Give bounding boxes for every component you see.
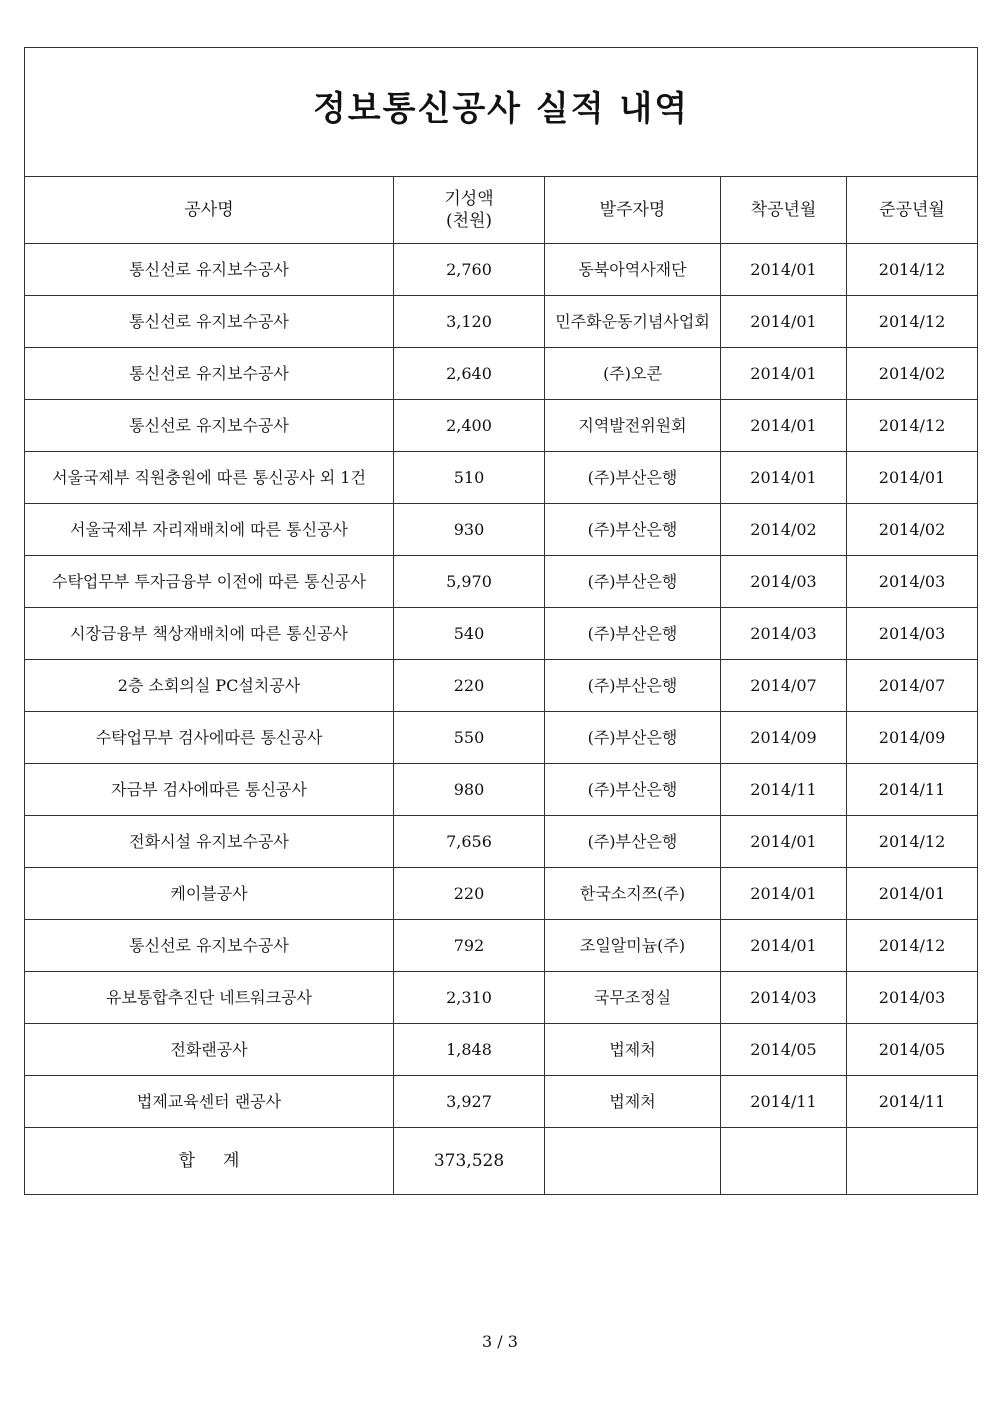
table-row bbox=[25, 244, 978, 296]
cell-amount: 7,656 bbox=[394, 816, 545, 868]
cell-client: 동북아역사재단 bbox=[545, 244, 721, 296]
title-row bbox=[25, 48, 978, 177]
total-start-empty bbox=[721, 1128, 847, 1195]
cell-project-name: 시장금융부 책상재배치에 따른 통신공사 bbox=[25, 608, 394, 660]
table-row bbox=[25, 972, 978, 1024]
header-amount-label: 기성액 bbox=[444, 189, 494, 209]
table-row bbox=[25, 556, 978, 608]
cell-amount: 2,760 bbox=[394, 244, 545, 296]
cell-client: 국무조정실 bbox=[545, 972, 721, 1024]
cell-end-date: 2014/09 bbox=[847, 712, 978, 764]
cell-start-date: 2014/11 bbox=[721, 1076, 847, 1128]
header-amount bbox=[394, 177, 545, 244]
cell-amount: 1,848 bbox=[394, 1024, 545, 1076]
header-project-name: 공사명 bbox=[25, 177, 394, 244]
cell-start-date: 2014/07 bbox=[721, 660, 847, 712]
cell-project-name: 자금부 검사에따른 통신공사 bbox=[25, 764, 394, 816]
cell-project-name: 서울국제부 직원충원에 따른 통신공사 외 1건 bbox=[25, 452, 394, 504]
table-row bbox=[25, 1076, 978, 1128]
cell-end-date: 2014/01 bbox=[847, 868, 978, 920]
cell-end-date: 2014/02 bbox=[847, 504, 978, 556]
cell-client: 조일알미늄(주) bbox=[545, 920, 721, 972]
cell-client: 법제처 bbox=[545, 1076, 721, 1128]
cell-amount: 220 bbox=[394, 868, 545, 920]
cell-project-name: 통신선로 유지보수공사 bbox=[25, 296, 394, 348]
cell-project-name: 케이블공사 bbox=[25, 868, 394, 920]
cell-project-name: 서울국제부 자리재배치에 따른 통신공사 bbox=[25, 504, 394, 556]
cell-amount: 550 bbox=[394, 712, 545, 764]
header-end-date: 준공년월 bbox=[847, 177, 978, 244]
cell-client: 한국소지쯔(주) bbox=[545, 868, 721, 920]
total-label-part1: 합 bbox=[178, 1151, 195, 1171]
cell-amount: 2,640 bbox=[394, 348, 545, 400]
cell-start-date: 2014/05 bbox=[721, 1024, 847, 1076]
cell-end-date: 2014/03 bbox=[847, 608, 978, 660]
cell-amount: 2,310 bbox=[394, 972, 545, 1024]
cell-amount: 792 bbox=[394, 920, 545, 972]
cell-start-date: 2014/02 bbox=[721, 504, 847, 556]
cell-client: (주)부산은행 bbox=[545, 504, 721, 556]
cell-amount: 3,927 bbox=[394, 1076, 545, 1128]
cell-amount: 5,970 bbox=[394, 556, 545, 608]
cell-project-name: 통신선로 유지보수공사 bbox=[25, 244, 394, 296]
cell-client: (주)부산은행 bbox=[545, 764, 721, 816]
total-client-empty bbox=[545, 1128, 721, 1195]
cell-client: 법제처 bbox=[545, 1024, 721, 1076]
cell-end-date: 2014/02 bbox=[847, 348, 978, 400]
cell-start-date: 2014/01 bbox=[721, 244, 847, 296]
table-row bbox=[25, 868, 978, 920]
total-label-part2: 계 bbox=[223, 1151, 240, 1171]
cell-project-name: 전화시설 유지보수공사 bbox=[25, 816, 394, 868]
cell-amount: 3,120 bbox=[394, 296, 545, 348]
total-end-empty bbox=[847, 1128, 978, 1195]
cell-start-date: 2014/01 bbox=[721, 348, 847, 400]
cell-client: (주)부산은행 bbox=[545, 452, 721, 504]
header-row bbox=[25, 177, 978, 244]
total-row bbox=[25, 1128, 978, 1195]
cell-end-date: 2014/12 bbox=[847, 244, 978, 296]
table-row bbox=[25, 400, 978, 452]
cell-end-date: 2014/03 bbox=[847, 972, 978, 1024]
performance-table bbox=[24, 47, 978, 1195]
cell-start-date: 2014/01 bbox=[721, 816, 847, 868]
cell-amount: 540 bbox=[394, 608, 545, 660]
cell-client: 민주화운동기념사업회 bbox=[545, 296, 721, 348]
cell-client: (주)부산은행 bbox=[545, 816, 721, 868]
cell-start-date: 2014/01 bbox=[721, 452, 847, 504]
table-row bbox=[25, 816, 978, 868]
page-number: 3 / 3 bbox=[482, 1332, 518, 1351]
cell-amount: 510 bbox=[394, 452, 545, 504]
cell-end-date: 2014/12 bbox=[847, 920, 978, 972]
cell-project-name: 수탁업무부 투자금융부 이전에 따른 통신공사 bbox=[25, 556, 394, 608]
cell-amount: 980 bbox=[394, 764, 545, 816]
cell-start-date: 2014/09 bbox=[721, 712, 847, 764]
cell-amount: 2,400 bbox=[394, 400, 545, 452]
cell-start-date: 2014/01 bbox=[721, 868, 847, 920]
table-row bbox=[25, 296, 978, 348]
cell-start-date: 2014/11 bbox=[721, 764, 847, 816]
table-row bbox=[25, 920, 978, 972]
cell-client: (주)오콘 bbox=[545, 348, 721, 400]
table-row bbox=[25, 764, 978, 816]
title-cell bbox=[25, 48, 978, 177]
cell-project-name: 수탁업무부 검사에따른 통신공사 bbox=[25, 712, 394, 764]
cell-amount: 930 bbox=[394, 504, 545, 556]
cell-start-date: 2014/01 bbox=[721, 920, 847, 972]
cell-start-date: 2014/01 bbox=[721, 400, 847, 452]
header-amount-unit: (천원) bbox=[445, 211, 493, 231]
cell-project-name: 법제교육센터 랜공사 bbox=[25, 1076, 394, 1128]
total-amount: 373,528 bbox=[394, 1128, 545, 1195]
cell-project-name: 전화랜공사 bbox=[25, 1024, 394, 1076]
cell-end-date: 2014/03 bbox=[847, 556, 978, 608]
cell-end-date: 2014/11 bbox=[847, 1076, 978, 1128]
header-client: 발주자명 bbox=[545, 177, 721, 244]
cell-end-date: 2014/12 bbox=[847, 296, 978, 348]
cell-end-date: 2014/12 bbox=[847, 400, 978, 452]
cell-end-date: 2014/11 bbox=[847, 764, 978, 816]
total-label bbox=[25, 1128, 394, 1195]
table-row bbox=[25, 504, 978, 556]
cell-start-date: 2014/03 bbox=[721, 556, 847, 608]
cell-start-date: 2014/03 bbox=[721, 608, 847, 660]
cell-amount: 220 bbox=[394, 660, 545, 712]
cell-project-name: 2층 소회의실 PC설치공사 bbox=[25, 660, 394, 712]
document-title: 정보통신공사 실적 내역 bbox=[312, 89, 690, 129]
table-row bbox=[25, 1024, 978, 1076]
table-row bbox=[25, 348, 978, 400]
cell-project-name: 통신선로 유지보수공사 bbox=[25, 920, 394, 972]
table-row bbox=[25, 712, 978, 764]
cell-client: 지역발전위원회 bbox=[545, 400, 721, 452]
cell-end-date: 2014/05 bbox=[847, 1024, 978, 1076]
cell-client: (주)부산은행 bbox=[545, 712, 721, 764]
header-start-date: 착공년월 bbox=[721, 177, 847, 244]
cell-end-date: 2014/01 bbox=[847, 452, 978, 504]
cell-project-name: 통신선로 유지보수공사 bbox=[25, 348, 394, 400]
cell-end-date: 2014/12 bbox=[847, 816, 978, 868]
cell-end-date: 2014/07 bbox=[847, 660, 978, 712]
cell-project-name: 통신선로 유지보수공사 bbox=[25, 400, 394, 452]
cell-project-name: 유보통합추진단 네트워크공사 bbox=[25, 972, 394, 1024]
table-row bbox=[25, 452, 978, 504]
cell-start-date: 2014/03 bbox=[721, 972, 847, 1024]
cell-client: (주)부산은행 bbox=[545, 556, 721, 608]
cell-client: (주)부산은행 bbox=[545, 608, 721, 660]
table-row bbox=[25, 660, 978, 712]
cell-start-date: 2014/01 bbox=[721, 296, 847, 348]
cell-client: (주)부산은행 bbox=[545, 660, 721, 712]
table-row bbox=[25, 608, 978, 660]
